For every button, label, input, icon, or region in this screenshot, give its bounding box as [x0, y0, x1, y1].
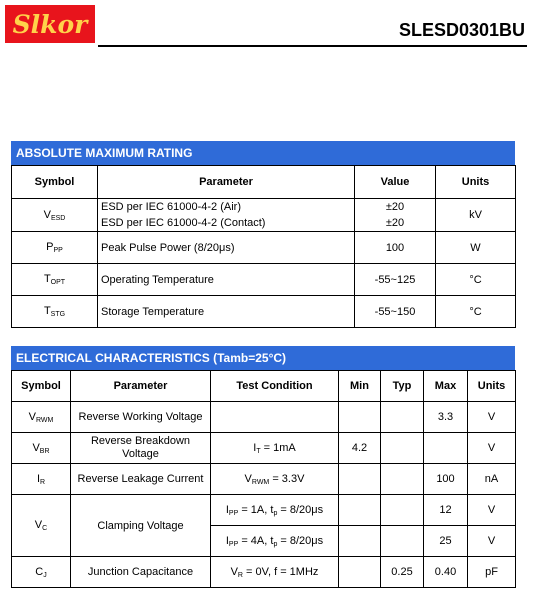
abs-row-tstg [12, 296, 516, 328]
elec-row-vrwm [12, 402, 516, 433]
abs-unit: W [436, 232, 516, 264]
abs-row-vesd [12, 199, 516, 232]
elec-parameter: Clamping Voltage [71, 495, 211, 557]
absolute-maximum-rating-section [11, 141, 515, 328]
elec-row-cj [12, 557, 516, 588]
abs-symbol: $T_{OPT}$ [12, 264, 98, 296]
elec-section-title: ELECTRICAL CHARACTERISTICS (Tamb=25°C) [11, 346, 515, 370]
part-number: SLESD0301BU [398, 20, 525, 40]
elec-max: 0.40 [424, 557, 468, 588]
elec-row-vc-1 [12, 495, 516, 526]
elec-header-typ: Typ [381, 371, 424, 402]
elec-typ [381, 402, 424, 433]
abs-symbol: $T_{STG}$ [12, 296, 98, 328]
elec-header-parameter: Parameter [71, 371, 211, 402]
abs-table [11, 165, 516, 328]
elec-header-max: Max [424, 371, 468, 402]
elec-condition: $V_{RWM} = 3.3V$ [211, 464, 339, 495]
elec-parameter: Reverse Breakdown Voltage [71, 433, 211, 464]
elec-max: 12 [424, 495, 468, 526]
elec-header-test-condition: Test Condition [211, 371, 339, 402]
elec-parameter: Junction Capacitance [71, 557, 211, 588]
elec-typ [381, 433, 424, 464]
elec-unit: V [468, 495, 516, 526]
abs-row-topt [12, 264, 516, 296]
elec-parameter: Reverse Leakage Current [71, 464, 211, 495]
abs-header-units: Units [436, 166, 516, 199]
abs-unit: kV [436, 199, 516, 232]
elec-symbol: $I_R$ [12, 464, 71, 495]
abs-value: -55~150 [355, 296, 436, 328]
elec-max: 25 [424, 526, 468, 557]
abs-header-parameter: Parameter [98, 166, 355, 199]
abs-parameter: ESD per IEC 61000-4-2 (Air) ESD per IEC 61000-4-2 (Contact) [98, 199, 355, 232]
elec-min [339, 557, 381, 588]
elec-condition: $V_R = 0V$, f = 1MHz [211, 557, 339, 588]
elec-header-units: Units [468, 371, 516, 402]
elec-unit: V [468, 526, 516, 557]
elec-symbol: $V_{RWM}$ [12, 402, 71, 433]
elec-min [339, 402, 381, 433]
abs-header-symbol: Symbol [12, 166, 98, 199]
elec-typ [381, 526, 424, 557]
elec-parameter: Reverse Working Voltage [71, 402, 211, 433]
logo-text: Slkor [12, 9, 88, 39]
elec-condition [211, 402, 339, 433]
elec-typ: 0.25 [381, 557, 424, 588]
elec-condition: $I_{PP} = 4A$, $t_p = 8/20\mu s$ [211, 526, 339, 557]
abs-header-value: Value [355, 166, 436, 199]
elec-header-row [12, 371, 516, 402]
elec-unit: nA [468, 464, 516, 495]
elec-min [339, 526, 381, 557]
abs-value: ±20 ±20 [355, 199, 436, 232]
abs-unit: °C [436, 264, 516, 296]
elec-typ [381, 464, 424, 495]
elec-unit: V [468, 433, 516, 464]
elec-typ [381, 495, 424, 526]
elec-row-ir [12, 464, 516, 495]
elec-max: 3.3 [424, 402, 468, 433]
company-logo [5, 5, 95, 43]
abs-parameter: Peak Pulse Power (8/20μs) [98, 232, 355, 264]
elec-symbol: $C_J$ [12, 557, 71, 588]
abs-header-row [12, 166, 516, 199]
abs-parameter: Operating Temperature [98, 264, 355, 296]
abs-value: 100 [355, 232, 436, 264]
abs-section-title: ABSOLUTE MAXIMUM RATING [11, 141, 515, 165]
abs-row-ppp [12, 232, 516, 264]
elec-min: 4.2 [339, 433, 381, 464]
elec-condition: $I_{PP} = 1A$, $t_p = 8/20\mu s$ [211, 495, 339, 526]
elec-max: 100 [424, 464, 468, 495]
abs-symbol: $V_{ESD}$ [12, 199, 98, 232]
elec-header-min: Min [339, 371, 381, 402]
elec-min [339, 495, 381, 526]
abs-symbol: $P_{PP}$ [12, 232, 98, 264]
header-rule [98, 45, 527, 47]
elec-condition: $I_T = 1mA$ [211, 433, 339, 464]
elec-table [11, 370, 516, 588]
abs-value: -55~125 [355, 264, 436, 296]
elec-row-vbr [12, 433, 516, 464]
elec-min [339, 464, 381, 495]
elec-symbol: $V_C$ [12, 495, 71, 557]
elec-max [424, 433, 468, 464]
abs-parameter: Storage Temperature [98, 296, 355, 328]
elec-unit: pF [468, 557, 516, 588]
electrical-characteristics-section [11, 346, 515, 588]
abs-unit: °C [436, 296, 516, 328]
elec-symbol: $V_{BR}$ [12, 433, 71, 464]
elec-unit: V [468, 402, 516, 433]
elec-header-symbol: Symbol [12, 371, 71, 402]
